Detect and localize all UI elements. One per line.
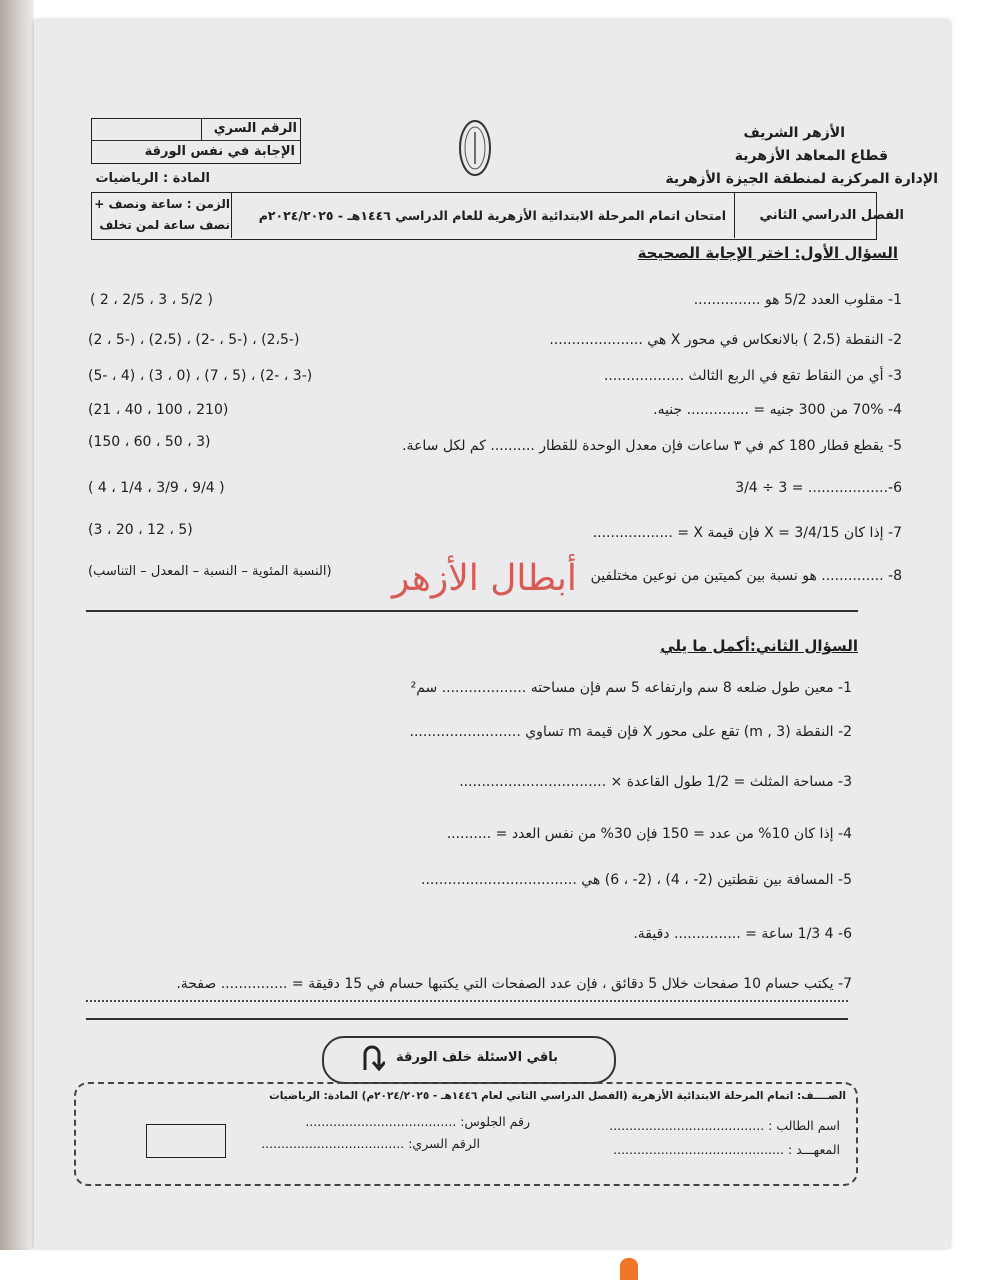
secret-number-field: الرقم السري: .................................... <box>261 1136 480 1151</box>
q2-item-5: 5- المسافة بين نقطتين (2- ، 4) ، (2- ، 6) هي ................................... <box>421 872 852 888</box>
seat-number-field: رقم الجلوس: ...................................... <box>305 1114 530 1129</box>
azhar-seal-icon <box>457 118 493 178</box>
q1-options-5: (3 ، 50 ، 60 ، 150) <box>88 434 211 450</box>
q1-options-8: (النسبة المئوية – النسبة – المعدل – التناسب) <box>88 564 332 579</box>
continue-note: باقي الاسئلة خلف الورقة <box>396 1050 558 1065</box>
exam-title: امتحان اتمام المرحلة الابتدائية الأزهرية للعام الدراسي ١٤٤٦هـ - ٢٠٢٤/٢٠٢٥م <box>258 208 726 223</box>
q1-item-3: 3- أي من النقاط تقع في الربع الثالث .................. <box>603 368 902 384</box>
q1-item-6: 6-.................. = 3 ÷ 3/4 <box>735 480 902 496</box>
header-azhar: الأزهر الشريف <box>743 125 845 141</box>
q1-item-1 <box>694 292 902 308</box>
q1-item-2: 2- النقطة (2،5 ) بالانعكاس في محور X هي ..................... <box>549 332 902 348</box>
orange-marker <box>620 1258 638 1280</box>
q1-title: السؤال الأول: اختر الإجابة الصحيحة <box>637 244 898 262</box>
header-administration: الإدارة المركزية لمنطقة الجيزة الأزهرية <box>665 171 938 187</box>
q2-item-1: 1- معين طول ضلعه 8 سم وارتفاعه 5 سم فإن مساحته ................... سم² <box>410 680 852 696</box>
student-name-field: اسم الطالب : ....................................... <box>609 1118 840 1133</box>
section-divider <box>86 610 858 612</box>
divider <box>91 140 301 141</box>
header-sector: قطاع المعاهد الأزهرية <box>734 148 888 164</box>
secret-number-label: الرقم السري <box>213 121 297 136</box>
q1-item-1-text: 1- مقلوب العدد 5/2 هو ............... <box>693 292 902 308</box>
dotted-line <box>86 1000 848 1002</box>
turn-page-arrow-icon <box>359 1044 385 1072</box>
q1-options-7: (5 ، 12 ، 20 ، 3) <box>88 522 193 538</box>
q2-item-7: 7- يكتب حسام 10 صفحات خلال 5 دقائق ، فإن عدد الصفحات التي يكتبها حسام في 15 دقيقة = ............... صفحة. <box>176 976 852 992</box>
term-cell-divider <box>734 192 735 238</box>
q2-item-6: 6- 4 1/3 ساعة = ............... دقيقة. <box>633 926 852 942</box>
footer-info-line: الصــــف: اتمام المرحلة الابتدائية الأزهرية (الفصل الدراسي الثاني لعام ١٤٤٦هـ - ٢٠٢٤/٢٠٢٥م) المادة: الرياضيات <box>269 1090 846 1102</box>
subject-label: المادة : الرياضيات <box>95 171 210 186</box>
q2-title: السؤال الثاني:أكمل ما يلي <box>660 637 858 655</box>
q1-item-4: 4- 70% من 300 جنيه = .............. جنيه. <box>653 402 902 418</box>
q1-item-8: 8- .............. هو نسبة بين كميتين من نوعين مختلفين <box>590 568 902 584</box>
exam-paper <box>34 20 950 1248</box>
grade-box <box>146 1124 226 1158</box>
q1-options-4: (210 ، 100 ، 40 ، 21) <box>88 402 229 418</box>
bottom-divider <box>86 1018 848 1020</box>
watermark-logo: أبطال الأزهر <box>392 558 577 599</box>
q1-options-1: ( 5/2 ، 3 ، 2/5 ، 2 ) <box>90 292 214 308</box>
institute-field: المعهـــد : ........................................... <box>613 1142 840 1157</box>
q1-options-6: ( 9/4 ، 3/9 ، 1/4 ، 4 ) <box>88 480 225 496</box>
q1-options-2: (-2،5) ، (-5 ، -2) ، (2،5) ، (-5 ، 2) <box>88 332 300 348</box>
q2-item-2: 2- النقطة (3 , m) تقع على محور X فإن قيمة m تساوي ......................... <box>409 724 852 740</box>
time-line-2: نصف ساعة لمن تخلف <box>99 218 230 232</box>
q1-options-3: (-3 ، -2) ، (5 ، 7) ، (0 ، 3) ، (4 ، -5) <box>88 368 313 384</box>
page-edge-shadow <box>0 0 34 1250</box>
term-label: الفصل الدراسي الثاني <box>759 208 904 223</box>
q1-item-7: 7- إذا كان 15/X = 3/4 فإن قيمة X = .................. <box>592 525 902 541</box>
q1-item-5: 5- يقطع قطار 180 كم في ٣ ساعات فإن معدل الوحدة للقطار .......... كم لكل ساعة. <box>402 438 902 454</box>
q2-item-3: 3- مساحة المثلث = 1/2 طول القاعدة × ................................. <box>459 774 852 790</box>
secret-number-cell <box>91 118 202 140</box>
q2-item-4: 4- إذا كان 10% من عدد = 150 فإن 30% من نفس العدد = .......... <box>446 826 852 842</box>
answer-note: الإجابة في نفس الورقة <box>144 144 295 159</box>
time-line-1: الزمن : ساعة ونصف + <box>94 197 230 211</box>
